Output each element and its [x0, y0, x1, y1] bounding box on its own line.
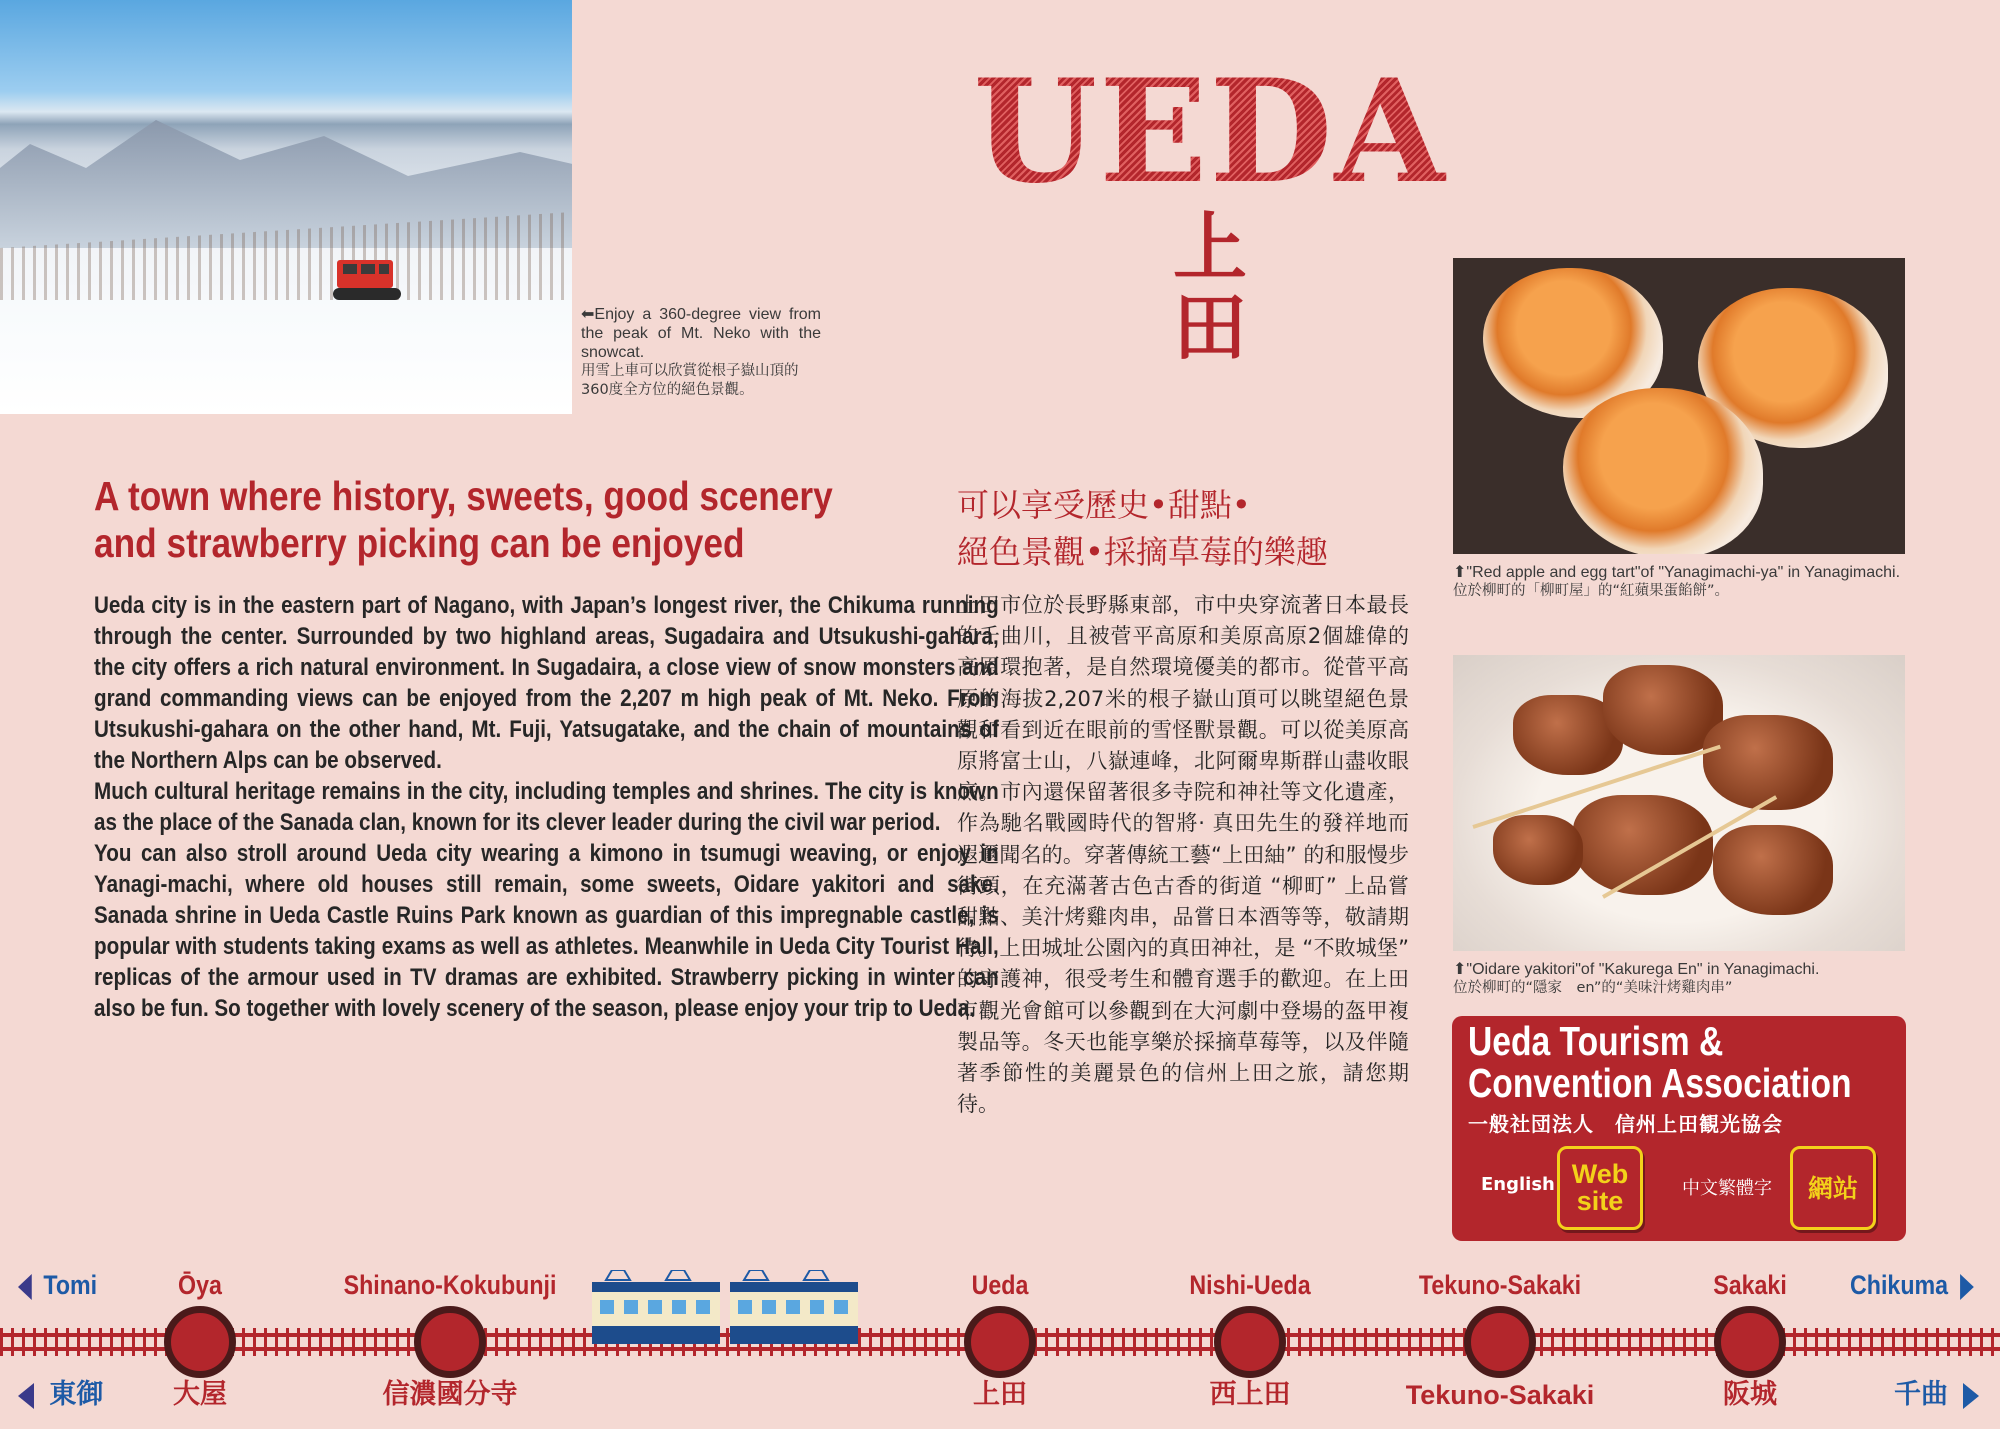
station-name-en: Tekuno-Sakaki [1418, 1270, 1582, 1300]
train-icon [590, 1270, 860, 1350]
association-name-zh: 一般社団法人 信州上田観光協会 [1468, 1112, 1783, 1136]
apple-tart-photo [1453, 258, 1905, 554]
station-marker [1714, 1306, 1786, 1378]
association-name: Ueda Tourism & Convention Association [1468, 1018, 1852, 1106]
arrow-right-icon [1960, 1274, 1974, 1300]
heading-en: A town where history, sweets, good scenery and strawberry picking can be enjoyed [94, 473, 833, 566]
yakitori-caption: ⬆"Oidare yakitori"of "Kakurega En" in Yanagimachi. 位於柳町的“隱家 en”的“美味汁烤雞肉串” [1453, 961, 1820, 996]
english-website-button[interactable]: Web site [1557, 1146, 1643, 1230]
body-text-zh: 上田市位於長野縣東部，市中央穿流著日本最長的千曲川，且被菅平高原和美原高原2個雄偉的高原環抱著，是自然環境優美的都市。從菅平高原的海拔2,207米的根子嶽山頂可以眺望絕色景觀和看到近在眼前的雪怪獸景觀。可以從美原高原將富士山，八嶽連峰，北阿爾卑斯群山盡收眼底。市內還保留著很多寺院和神社等文化遺產，作為馳名戰國時代的智將· 真田先生的發祥地而遐邇聞名的。穿著傳統工藝“上田紬” 的和服慢步街頭，在充滿著古色古香的街道 “柳町” 上品嘗甜點、美汁烤雞肉串，品嘗日本酒等等，敬請期待。上田城址公園內的真田神社，是 “不敗城堡” 的守護神，很受考生和體育選手的歡迎。在上田市觀光會館可以參觀到在大河劇中登場的盔甲複製品等。冬天也能享樂於採摘草莓等，以及伴隨著季節性的美麗景色的信州上田之旅，請您期待。 [957, 593, 1409, 1117]
english-label: English [1481, 1174, 1555, 1195]
station-name-zh: 上田 [973, 1379, 1027, 1410]
direction-left-zh: 東御 [18, 1379, 103, 1411]
station-name-en: Shinano-Kokubunji [343, 1270, 557, 1300]
paragraph: Ueda city is in the eastern part of Nagano, with Japan’s longest river, the Chikuma running through the center. Surrounded by two highland areas, Sugadaira and Utsukushi-gahara, the city offers a rich natural environment. In Sugadaira, a close view of snow monsters and grand commanding views can be enjoyed from the 2,207 m high peak of Mt. Neko. From Utsukushi-gahara on the other hand, Mt. Fuji, Yatsugatake, and the chain of mountains of the Northern Alps can be observed. [94, 592, 999, 774]
direction-right-en: Chikuma [1850, 1269, 1973, 1301]
station-name-en: Sakaki [1713, 1270, 1787, 1300]
station-name-en: Nishi-Ueda [1189, 1270, 1311, 1300]
station-marker [964, 1306, 1036, 1378]
body-text-en [94, 590, 999, 1024]
tourism-association-box [1452, 1016, 1906, 1241]
heading-zh: 可以享受歷史•甜點• 絕色景觀•採摘草莓的樂趣 [957, 486, 1328, 571]
station-marker [1464, 1306, 1536, 1378]
station-name-zh: 信濃國分寺 [382, 1379, 518, 1410]
chinese-website-button[interactable]: 網站 [1790, 1146, 1876, 1230]
station-marker [1214, 1306, 1286, 1378]
paragraph: Much cultural heritage remains in the city, including temples and shrines. The city is known as the place of the Sanada clan, known for its clever leader during the civil war period. [94, 778, 999, 836]
direction-left-en: Tomi [18, 1269, 97, 1301]
station-name-en: Ōya [178, 1270, 222, 1300]
snowcat-icon [333, 254, 403, 304]
direction-right-zh: 千曲 [1894, 1379, 1979, 1411]
station-name-zh: 阪城 [1723, 1379, 1777, 1410]
station-name-zh: 大屋 [173, 1379, 227, 1410]
paragraph: You can also stroll around Ueda city wearing a kimono in tsumugi weaving, or enjoy in Yanagi-machi, where old houses still remain, some sweets, Oidare yakitori and sake. Sanada shrine in Ueda Castle Ruins Park known as guardian of this impregnable castle, is popular with students taking exams as well as athletes. Meanwhile in Ueda City Tourist Hall, replicas of the armour used in TV dramas are exhibited. Strawberry picking in winter can also be fun. So together with lovely scenery of the season, please enjoy your trip to Ueda. [94, 840, 999, 1022]
page-title-zh: 上田 [1173, 205, 1289, 371]
arrow-left-icon [18, 1274, 32, 1300]
snowcat-photo [0, 0, 572, 414]
arrow-right-icon [1963, 1383, 1979, 1409]
chinese-label: 中文繁體字 [1682, 1178, 1772, 1199]
station-marker [414, 1306, 486, 1378]
station-name-zh: 西上田 [1209, 1379, 1291, 1410]
page-title: UEDA [965, 62, 1455, 202]
station-name-en: Ueda [971, 1270, 1029, 1300]
tart-caption: ⬆"Red apple and egg tart"of "Yanagimachi-ya" in Yanagimachi. 位於柳町的「柳町屋」的“紅蘋果蛋餡餅”。 [1453, 564, 1901, 599]
arrow-left-icon [18, 1383, 34, 1409]
station-name-zh: Tekuno-Sakaki [1405, 1380, 1595, 1410]
yakitori-photo [1453, 655, 1905, 951]
snowcat-caption: ⬅Enjoy a 360-degree view from the peak of Mt. Neko with the snowcat. 用雪上車可以欣賞從根子嶽山頂的360度全方位的絕色景觀。 [581, 306, 821, 398]
station-marker [164, 1306, 236, 1378]
